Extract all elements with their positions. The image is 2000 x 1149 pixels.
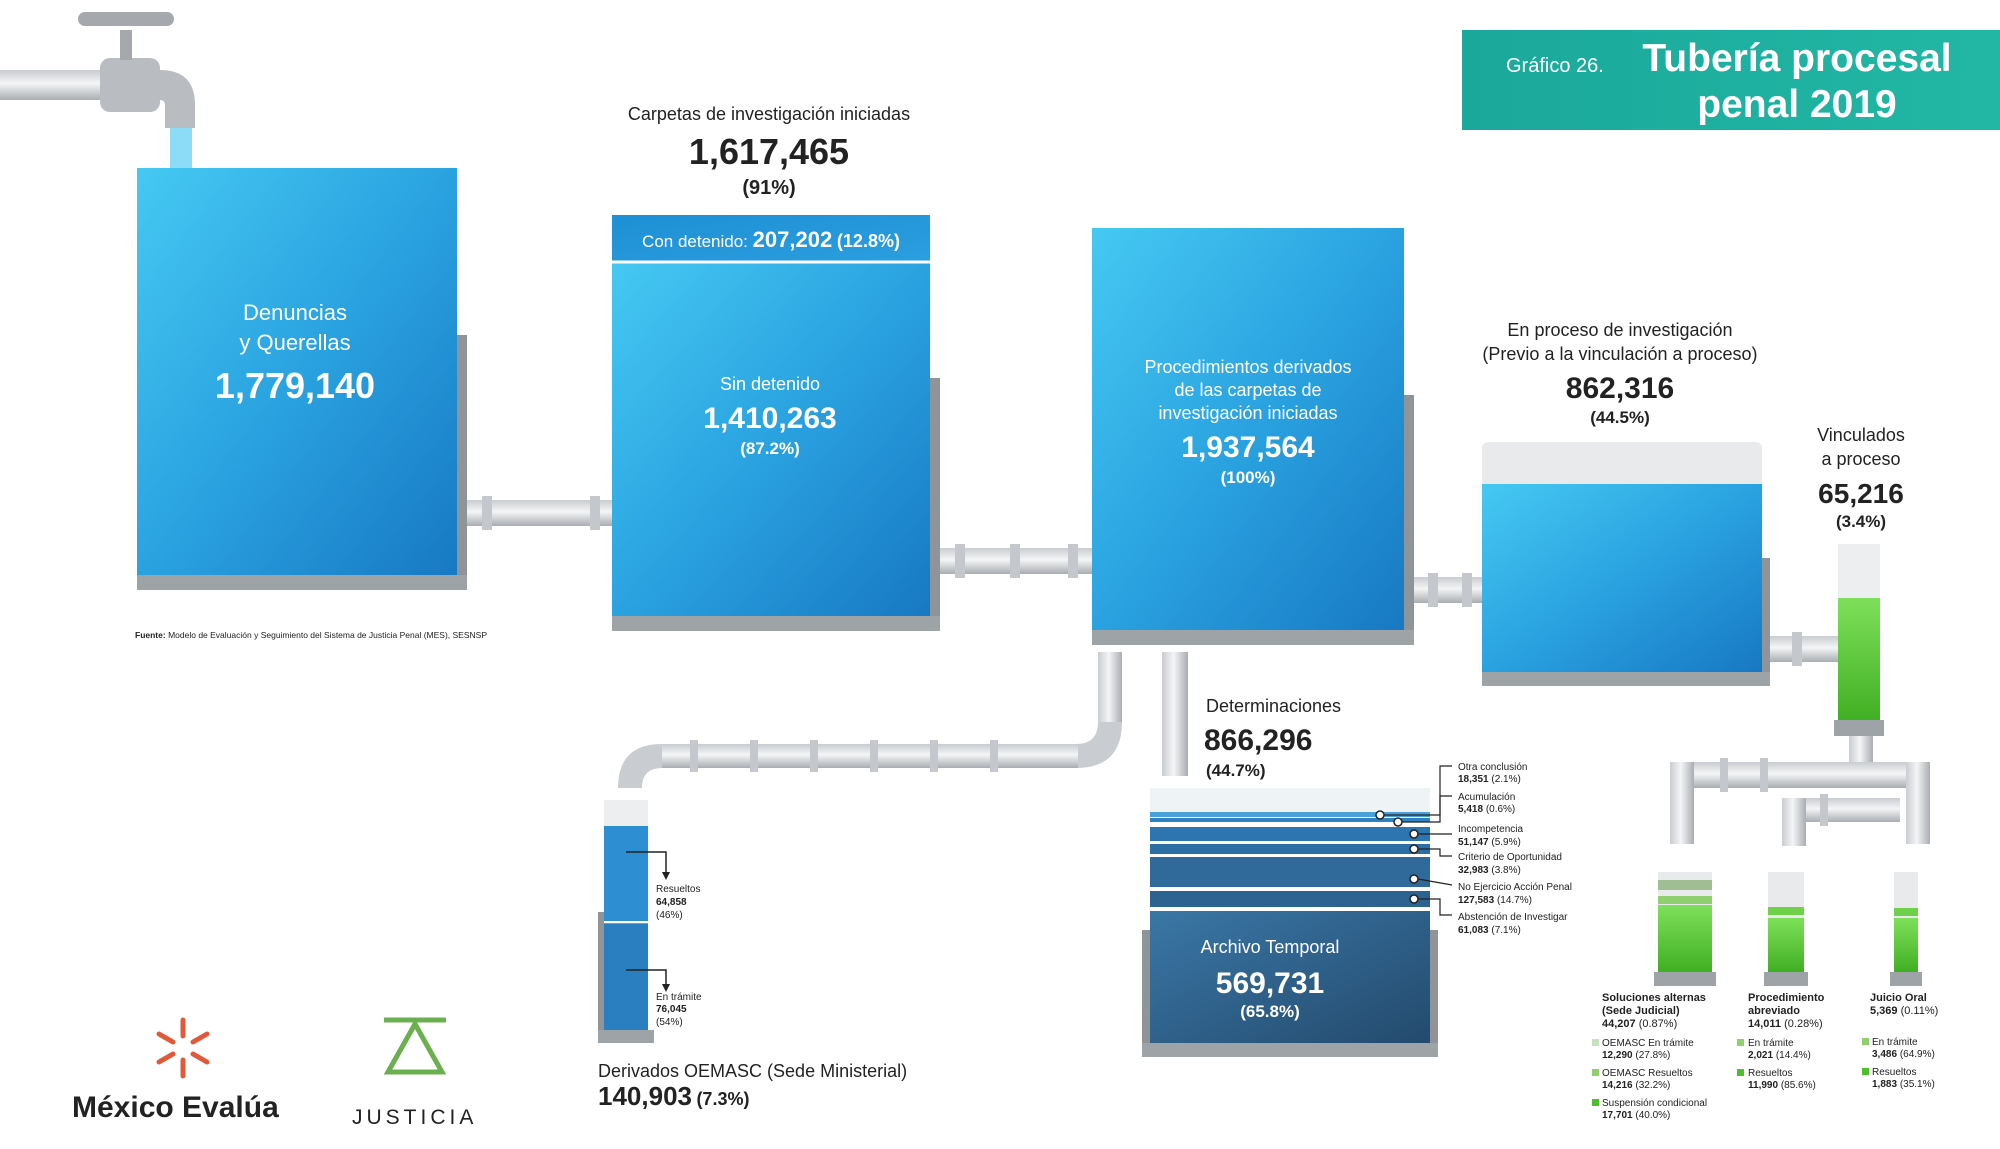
soluciones-line1: Soluciones alternas [1602,992,1706,1004]
sin-detenido-value: 1,410,263 [703,402,837,435]
soluciones-item: OEMASC Resueltos [1602,1068,1693,1079]
oral-value: 5,369 (0.11%) [1870,1005,1939,1017]
mexico-evalua-logo-icon [159,1020,207,1076]
soluciones-value: 44,207 (0.87%) [1602,1018,1678,1030]
justicia-logo-icon [384,1020,446,1072]
procedimientos-pct: (100%) [1220,468,1276,487]
oemasc-value: 140,903 (7.3%) [598,1081,750,1111]
tank1-line2: y Querellas [239,330,351,355]
subtank-oral [1890,872,1922,986]
soluciones-line2: (Sede Judicial) [1602,1005,1680,1017]
en-proceso-pct: (44.5%) [1590,408,1650,427]
oemasc-resueltos-value: 64,858 [656,897,687,908]
det-item [1458,882,1572,906]
source-label: Fuente: Modelo de Evaluación y Seguimiento del Sistema de Justicia Penal (MES), SESNSP [135,630,487,640]
en-proceso-line2: (Previo a la vinculación a proceso) [1482,344,1758,364]
justicia-logo: JUSTICIA [352,1106,478,1129]
faucet-icon [0,12,195,168]
title-line1: Tubería procesal [1642,37,1952,80]
carpetas-label: Carpetas de investigación iniciadas [627,104,911,124]
svg-text:18,351 (2.1%): 18,351 (2.1%) [1458,774,1521,785]
sin-detenido-label: Sin detenido [719,374,821,394]
oral-item-value: 3,486 (64.9%) [1872,1049,1935,1060]
pipe-network-right [1670,736,1930,846]
oemasc-tramite-label: En trámite [656,992,702,1003]
con-detenido: Con detenido: 207,202 (12.8%) [642,227,900,252]
svg-text:32,983 (3.8%): 32,983 (3.8%) [1458,865,1521,876]
title-prefix: Gráfico 26. [1506,55,1604,77]
oral-item: En trámite [1872,1037,1918,1048]
archivo-pct: (65.8%) [1240,1002,1300,1021]
pipe-oemasc [618,652,1122,788]
abreviado-item-value: 2,021 (14.4%) [1748,1050,1811,1061]
svg-text:Otra conclusión: Otra conclusión [1458,762,1528,773]
det-item [1458,792,1515,815]
procedimientos-line2: de las carpetas de [1174,380,1322,400]
svg-text:Criterio de Oportunidad: Criterio de Oportunidad [1458,852,1562,863]
det-item [1458,852,1562,876]
oemasc-tramite-value: 76,045 [656,1004,687,1015]
subtank-soluciones [1654,872,1716,986]
title-line2: penal 2019 [1697,83,1897,126]
tank-vinculados [1834,544,1884,736]
archivo-value: 569,731 [1215,967,1325,1000]
det-item [1458,762,1527,785]
abreviado-item: Resueltos [1748,1068,1793,1079]
abreviado-line2: abreviado [1748,1005,1800,1017]
svg-text:Abstención de Investigar: Abstención de Investigar [1458,912,1568,923]
mexico-evalua-logo: México Evalúa [72,1091,279,1124]
svg-text:Acumulación: Acumulación [1458,792,1516,803]
chart-title-box [1462,30,2000,130]
svg-text:No Ejercicio Acción Penal: No Ejercicio Acción Penal [1458,882,1572,893]
vinculados-value: 65,216 [1818,478,1904,509]
abreviado-item: En trámite [1748,1038,1794,1049]
det-item [1458,912,1568,936]
procedimientos-value: 1,937,564 [1181,431,1315,464]
det-item [1458,824,1523,848]
oemasc-label: Derivados OEMASC (Sede Ministerial) [598,1061,908,1081]
oemasc-resueltos-label: Resueltos [656,884,701,895]
tank1-line1: Denuncias [243,300,347,325]
soluciones-item: Suspensión condicional [1602,1098,1708,1109]
sin-detenido-pct: (87.2%) [740,439,800,458]
oemasc-resueltos-pct: (46%) [656,910,683,921]
en-proceso-value: 862,316 [1565,372,1675,405]
determinaciones-pct: (44.7%) [1206,761,1266,780]
oral-item-value: 1,883 (35.1%) [1872,1079,1935,1090]
procedimientos-line3: investigación iniciadas [1158,403,1338,423]
svg-text:Incompetencia: Incompetencia [1458,824,1524,835]
vinculados-line2: a proceso [1821,449,1901,469]
oral-line1: Juicio Oral [1870,992,1927,1004]
en-proceso-line1: En proceso de investigación [1507,320,1733,340]
soluciones-item-value: 17,701 (40.0%) [1602,1110,1671,1121]
page-title [1602,36,1992,128]
abreviado-item-value: 11,990 (85.6%) [1748,1080,1816,1091]
carpetas-pct: (91%) [742,177,796,199]
procedimientos-line1: Procedimientos derivados [1144,357,1352,377]
abreviado-value: 14,011 (0.28%) [1748,1018,1823,1030]
subtank-abreviado [1764,872,1808,986]
tank1-value: 1,779,140 [214,365,376,406]
soluciones-item: OEMASC En trámite [1602,1038,1694,1049]
tank-en-proceso [1482,442,1770,686]
determinaciones-label: Determinaciones [1206,696,1342,716]
svg-text:61,083 (7.1%): 61,083 (7.1%) [1458,925,1521,936]
pipe-1 [467,496,612,530]
abreviado-line1: Procedimiento [1748,992,1825,1004]
oral-item: Resueltos [1872,1067,1917,1078]
vinculados-pct: (3.4%) [1835,512,1887,531]
soluciones-item-value: 14,216 (32.2%) [1602,1080,1671,1091]
archivo-label: Archivo Temporal [1200,937,1340,957]
determinaciones-value: 866,296 [1204,724,1313,757]
pipe-2 [940,544,1092,578]
svg-text:5,418 (0.6%): 5,418 (0.6%) [1458,804,1516,815]
vinculados-line1: Vinculados [1817,425,1905,445]
soluciones-item-value: 12,290 (27.8%) [1602,1050,1671,1061]
pipe-4 [1770,632,1840,666]
svg-text:127,583 (14.7%): 127,583 (14.7%) [1458,895,1532,906]
pipe-3 [1414,573,1482,607]
carpetas-value: 1,617,465 [688,131,850,172]
oemasc-tramite-pct: (54%) [656,1017,683,1028]
pipe-determinaciones [1162,652,1188,776]
svg-text:51,147 (5.9%): 51,147 (5.9%) [1458,837,1521,848]
